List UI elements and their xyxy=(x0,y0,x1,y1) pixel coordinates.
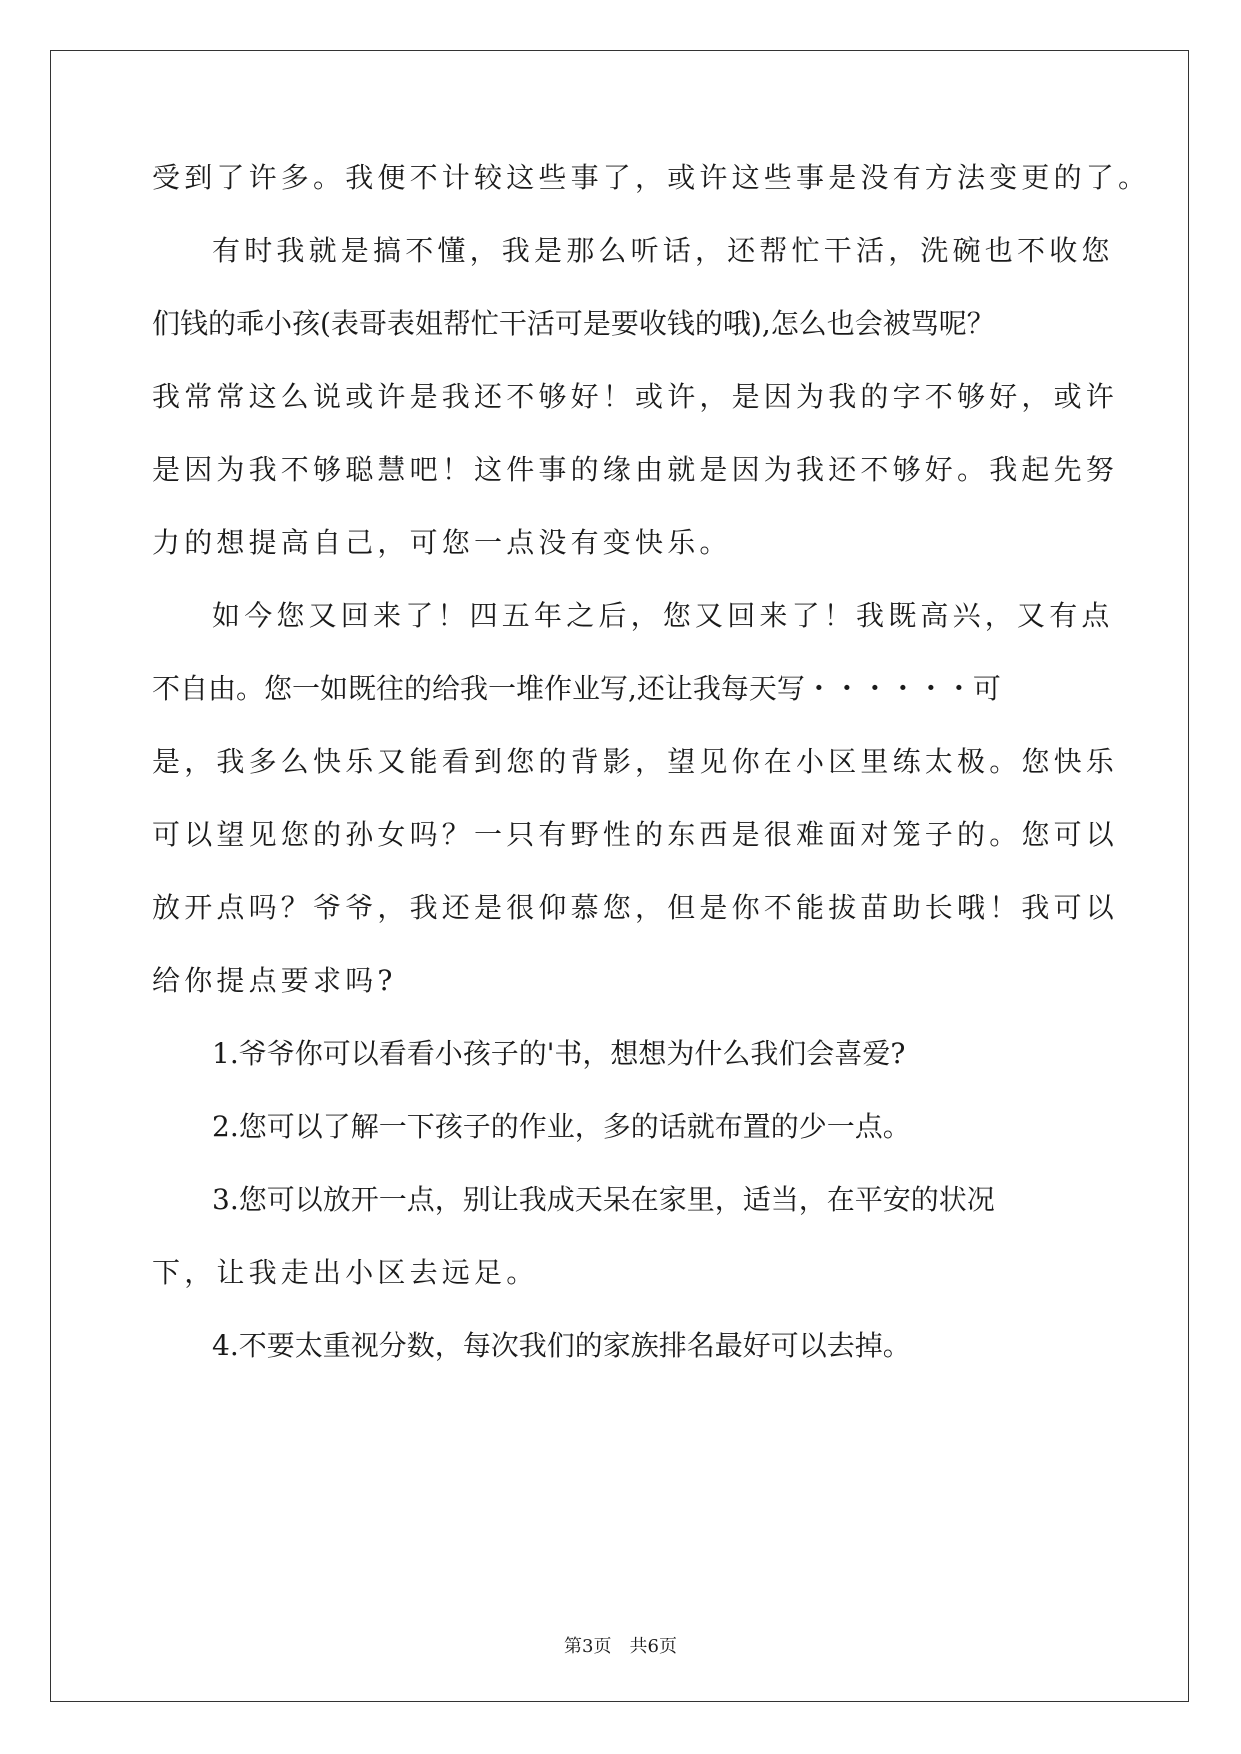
text-line-3: 们钱的乖小孩(表哥表姐帮忙干活可是要收钱的哦),怎么也会被骂呢？ xyxy=(152,307,995,340)
text-line-6: 力的想提高自己，可您一点没有变快乐。 xyxy=(152,526,732,559)
text-line-1: 受到了许多。我便不计较这些事了，或许这些事是没有方法变更的了。 xyxy=(152,161,1151,194)
total-pages-label: 共6页 xyxy=(629,1636,677,1657)
text-line-11: 放开点吗？爷爷，我还是很仰慕您，但是你不能拔苗助长哦！我可以 xyxy=(152,891,1119,924)
page-frame xyxy=(50,50,1189,1702)
text-line-4: 我常常这么说或许是我还不够好！或许，是因为我的字不够好，或许 xyxy=(152,380,1119,413)
text-line-7: 如今您又回来了！四五年之后，您又回来了！我既高兴，又有点 xyxy=(212,599,1114,632)
list-item-2: 2.您可以了解一下孩子的作业，多的话就布置的少一点。 xyxy=(212,1110,911,1143)
text-line-10: 可以望见您的孙女吗？一只有野性的东西是很难面对笼子的。您可以 xyxy=(152,818,1119,851)
text-line-5: 是因为我不够聪慧吧！这件事的缘由就是因为我还不够好。我起先努 xyxy=(152,453,1119,486)
list-item-3: 3.您可以放开一点，别让我成天呆在家里，适当，在平安的状况 xyxy=(212,1183,995,1216)
page-footer xyxy=(0,1632,1241,1658)
list-item-4: 4.不要太重视分数，每次我们的家族排名最好可以去掉。 xyxy=(212,1329,911,1362)
list-item-1: 1.爷爷你可以看看小孩子的'书，想想为什么我们会喜爱? xyxy=(212,1037,906,1070)
text-line-9: 是，我多么快乐又能看到您的背影，望见你在小区里练太极。您快乐 xyxy=(152,745,1119,778)
list-item-3-continued: 下，让我走出小区去远足。 xyxy=(152,1256,539,1289)
text-line-12: 给你提点要求吗? xyxy=(152,964,397,997)
text-line-2: 有时我就是搞不懂，我是那么听话，还帮忙干活，洗碗也不收您 xyxy=(212,234,1114,267)
text-line-8: 不自由。您一如既往的给我一堆作业写,还让我每天写・・・・・・可 xyxy=(152,672,1001,705)
current-page-label: 第3页 xyxy=(564,1636,612,1657)
